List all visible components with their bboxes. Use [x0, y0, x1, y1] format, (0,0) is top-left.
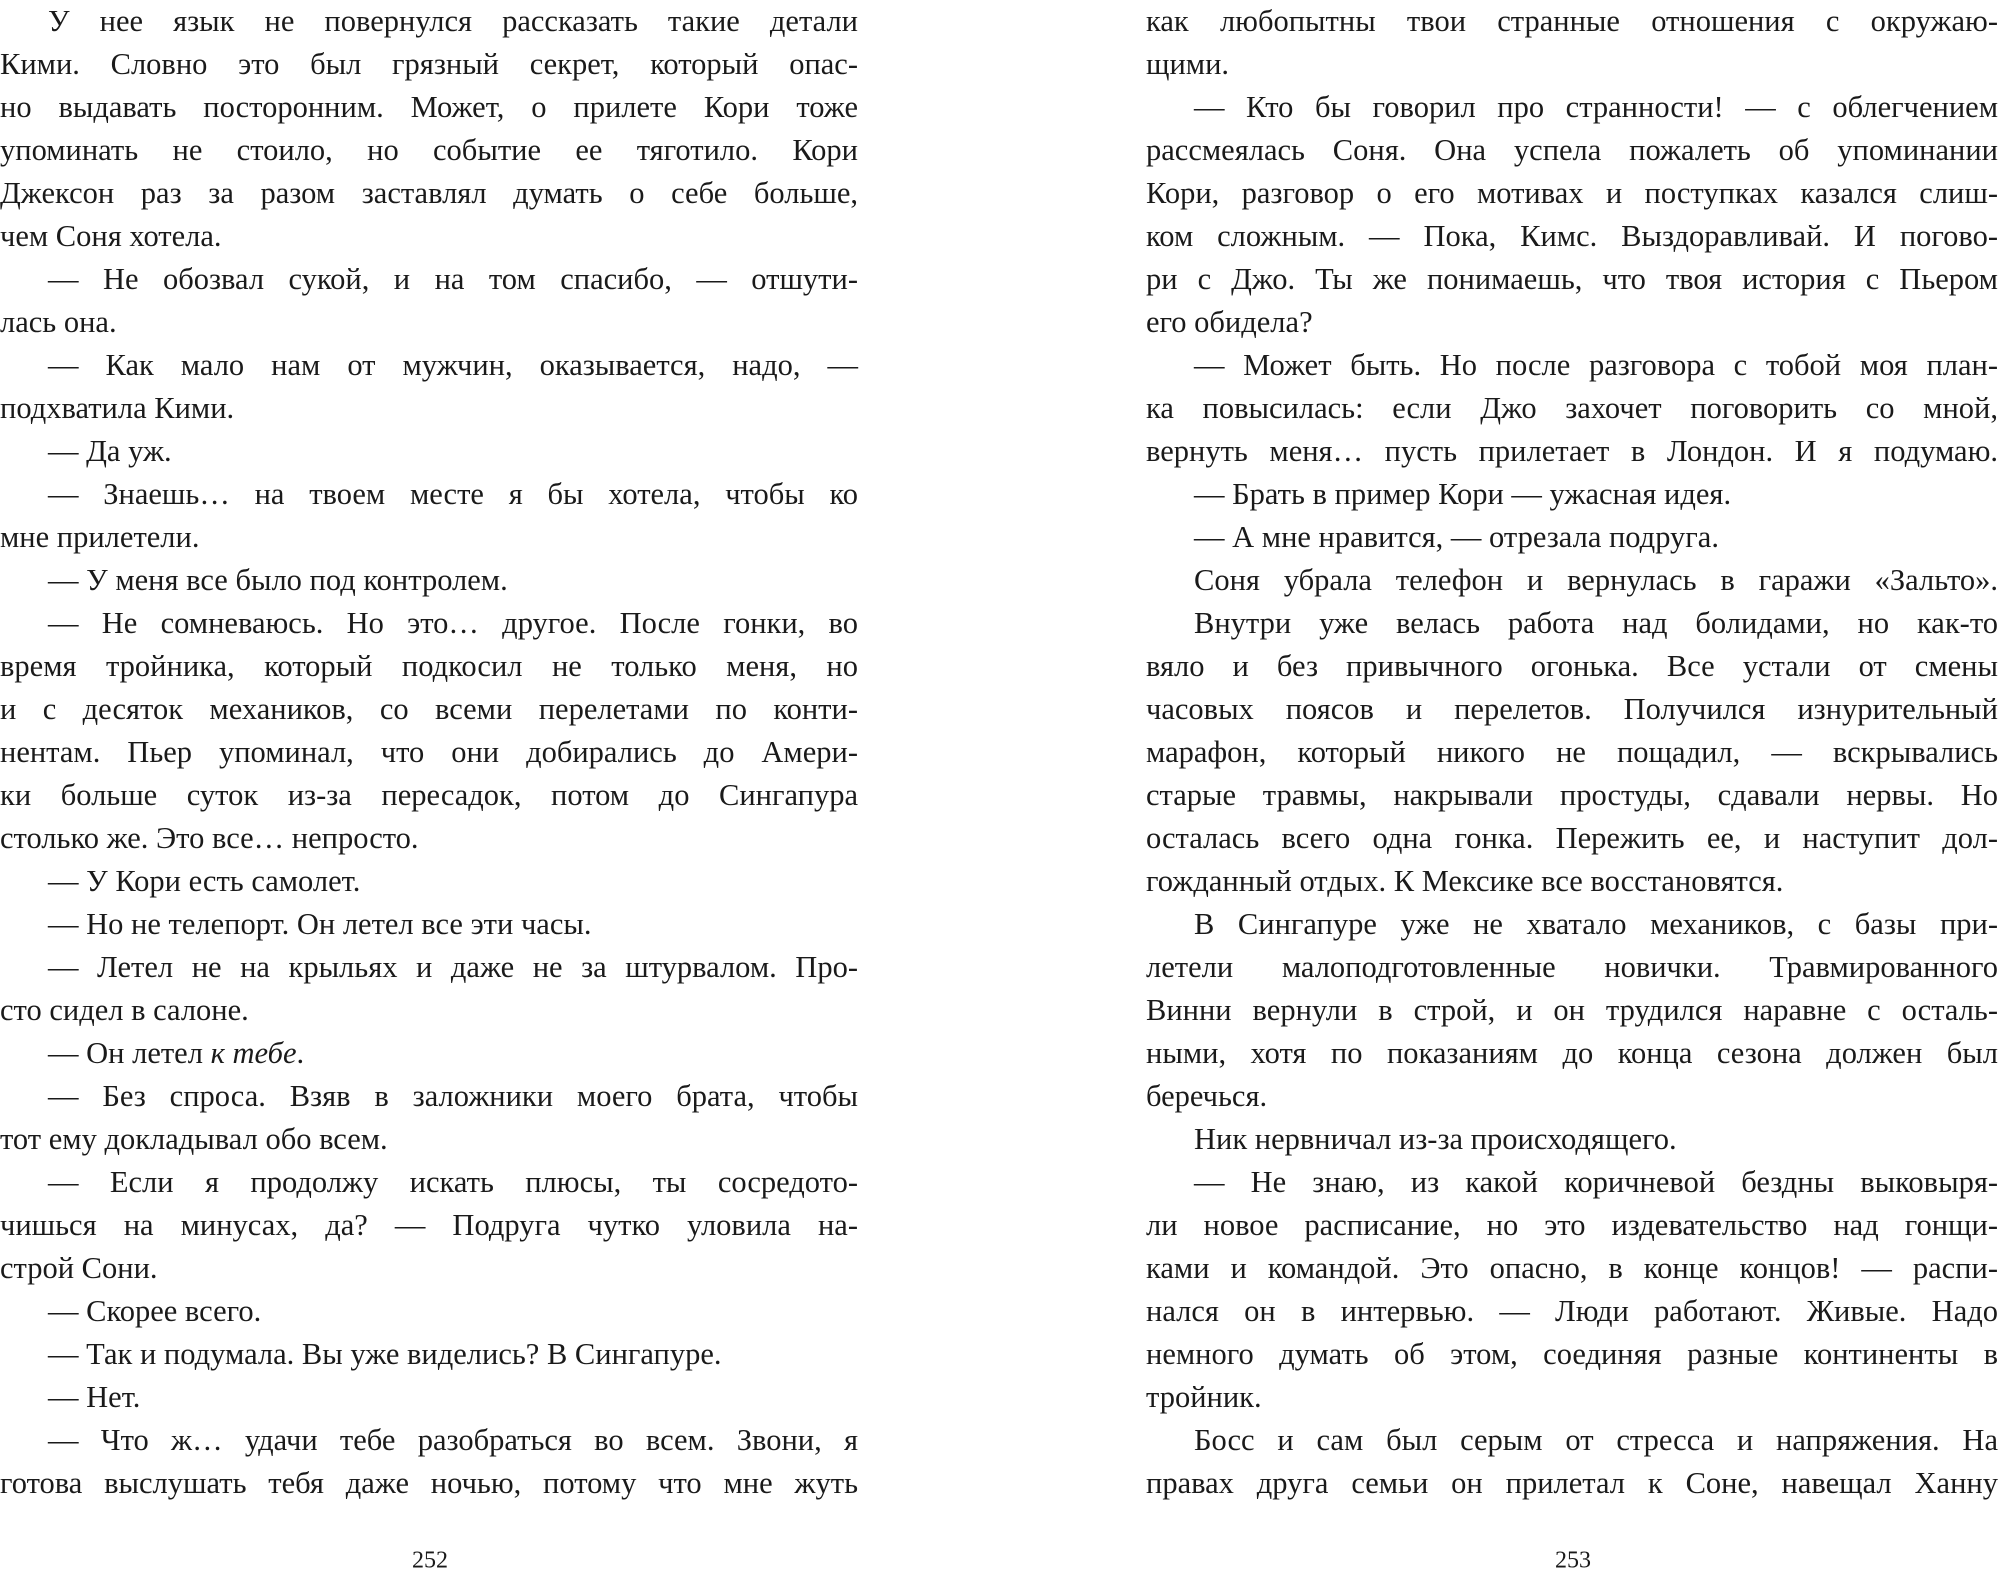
text-line	[1146, 344, 1998, 387]
text-line	[1146, 817, 1998, 860]
text-line-tail: .	[296, 1036, 305, 1070]
text-line-content: часовых поясов и перелетов. Получился изнурительный	[1146, 692, 1998, 726]
text-line-content: немного думать об этом, соединяя разные континенты в	[1146, 1337, 1998, 1371]
text-line	[0, 602, 858, 645]
text-line	[1146, 301, 1998, 344]
text-line	[0, 1032, 858, 1075]
text-line-content: — Что ж… удачи тебе разобраться во всем. Звони, я	[48, 1423, 858, 1457]
text-line-content: ками и командой. Это опасно, в конце концов! — распи-	[1146, 1251, 1998, 1285]
text-line	[0, 430, 858, 473]
text-line	[1146, 688, 1998, 731]
text-line-content: — Как мало нам от мужчин, оказывается, надо, —	[48, 348, 858, 382]
text-line-content: вяло и без привычного огонька. Все устали от смены	[1146, 649, 1998, 683]
text-line	[1146, 903, 1998, 946]
text-line-content: — Кто бы говорил про странности! — с облегчением	[1194, 90, 1998, 124]
text-line	[0, 43, 858, 86]
text-line	[0, 860, 858, 903]
text-line-content: его обидела?	[1146, 305, 1313, 339]
text-line-content: ком сложным. — Пока, Кимс. Выздоравливай. И погово-	[1146, 219, 1998, 253]
text-line-content: время тройника, который подкосил не только меня, но	[0, 649, 858, 683]
text-line	[0, 1247, 858, 1290]
text-line	[1146, 86, 1998, 129]
text-line	[1146, 774, 1998, 817]
left-page-text	[0, 0, 858, 1505]
text-line	[0, 473, 858, 516]
text-line-content: — Если я продолжу искать плюсы, ты сосредото-	[48, 1165, 858, 1199]
text-line	[0, 1462, 858, 1505]
text-line-content: Винни вернули в строй, и он трудился наравне с осталь-	[1146, 993, 1998, 1027]
text-line	[1146, 645, 1998, 688]
text-line-content: старые травмы, накрывали простуды, сдавали нервы. Но	[1146, 778, 1998, 812]
text-line	[1146, 1462, 1998, 1505]
text-line	[0, 1118, 858, 1161]
text-line-content: но выдавать посторонним. Может, о прилете Кори тоже	[0, 90, 858, 124]
text-line-content: ка повысилась: если Джо захочет поговорить со мной,	[1146, 391, 1998, 425]
text-line	[0, 1290, 858, 1333]
text-line-content: — Но не телепорт. Он летел все эти часы.	[48, 907, 592, 941]
text-line	[0, 344, 858, 387]
text-line	[0, 1075, 858, 1118]
text-line-content: Джексон раз за разом заставлял думать о себе больше,	[0, 176, 858, 210]
text-line-content: строй Сони.	[0, 1251, 158, 1285]
text-line-content: Кори, разговор о его мотивах и поступках казался слиш-	[1146, 176, 1998, 210]
text-line-content: тройник.	[1146, 1380, 1262, 1414]
text-line-content: — Да уж.	[48, 434, 172, 468]
text-line-content: Кими. Словно это был грязный секрет, который опас-	[0, 47, 858, 81]
text-line-content: — У Кори есть самолет.	[48, 864, 361, 898]
text-line	[1146, 946, 1998, 989]
text-line	[1146, 1290, 1998, 1333]
text-line-content: ными, хотя по показаниям до конца сезона должен был	[1146, 1036, 1998, 1070]
text-line	[0, 688, 858, 731]
text-line	[1146, 129, 1998, 172]
text-line	[0, 172, 858, 215]
text-line	[0, 1161, 858, 1204]
text-line	[1146, 1419, 1998, 1462]
text-line-content: — Не сомневаюсь. Но это… другое. После гонки, во	[48, 606, 858, 640]
text-line	[1146, 387, 1998, 430]
text-line	[1146, 215, 1998, 258]
text-line-content: Соня убрала телефон и вернулась в гаражи «Зальто».	[1194, 563, 1998, 597]
text-line-content: — Не знаю, из какой коричневой бездны выковыря-	[1194, 1165, 1998, 1199]
text-line-content: — У меня все было под контролем.	[48, 563, 508, 597]
text-line	[0, 1376, 858, 1419]
text-line-content: У нее язык не повернулся рассказать такие детали	[48, 4, 858, 38]
text-line-content: — Может быть. Но после разговора с тобой моя план-	[1194, 348, 1998, 382]
text-line-content: — Знаешь… на твоем месте я бы хотела, чтобы ко	[48, 477, 858, 511]
text-line-content: — Летел не на крыльях и даже не за штурвалом. Про-	[48, 950, 858, 984]
text-line-content: сто сидел в салоне.	[0, 993, 249, 1027]
text-line-content: гожданный отдых. К Мексике все восстановятся.	[1146, 864, 1784, 898]
text-line-content: В Сингапуре уже не хватало механиков, с базы при-	[1194, 907, 1998, 941]
text-line	[1146, 172, 1998, 215]
text-line	[1146, 1247, 1998, 1290]
text-line-content: — Брать в пример Кори — ужасная идея.	[1194, 477, 1732, 511]
text-line	[1146, 1118, 1998, 1161]
text-line	[0, 0, 858, 43]
text-line	[0, 1204, 858, 1247]
text-line	[0, 258, 858, 301]
right-page-number: 253	[1555, 1547, 1591, 1574]
text-line-content: ки больше суток из-за пересадок, потом до Сингапура	[0, 778, 858, 812]
text-line-content: — А мне нравится, — отрезала подруга.	[1194, 520, 1719, 554]
text-line	[1146, 473, 1998, 516]
text-line	[0, 989, 858, 1032]
text-line-content: столько же. Это все… непросто.	[0, 821, 419, 855]
text-line-content: готова выслушать тебя даже ночью, потому что мне жуть	[0, 1466, 858, 1500]
text-line-content: Босс и сам был серым от стресса и напряжения. На	[1194, 1423, 1998, 1457]
text-line-content: правах друга семьи он прилетал к Соне, навещал Ханну	[1146, 1466, 1998, 1500]
text-line	[0, 387, 858, 430]
text-line	[0, 129, 858, 172]
text-line	[1146, 731, 1998, 774]
text-line-content: Ник нервничал из-за происходящего.	[1194, 1122, 1677, 1156]
text-line-content: и с десяток механиков, со всеми перелетами по конти-	[0, 692, 858, 726]
text-line	[1146, 602, 1998, 645]
text-line	[1146, 1161, 1998, 1204]
text-line-content: Внутри уже велась работа над болидами, но как-то	[1194, 606, 1998, 640]
text-line-content: рассмеялась Соня. Она успела пожалеть об упоминании	[1146, 133, 1998, 167]
right-page	[1146, 0, 2000, 1579]
text-line-content: вернуть меня… пусть прилетает в Лондон. И я подумаю.	[1146, 434, 1998, 468]
text-line	[1146, 1204, 1998, 1247]
text-line-content: — Скорее всего.	[48, 1294, 262, 1328]
left-page	[0, 0, 860, 1579]
text-line	[0, 1333, 858, 1376]
text-line	[0, 1419, 858, 1462]
text-line	[1146, 258, 1998, 301]
text-line	[1146, 1376, 1998, 1419]
text-line	[0, 301, 858, 344]
text-line	[0, 516, 858, 559]
text-line-content: летели малоподготовленные новички. Травмированного	[1146, 950, 1998, 984]
text-line	[0, 86, 858, 129]
text-line-content: тот ему докладывал обо всем.	[0, 1122, 388, 1156]
text-line	[1146, 1333, 1998, 1376]
text-line	[1146, 860, 1998, 903]
text-line	[1146, 0, 1998, 43]
text-line-content: — Так и подумала. Вы уже виделись? В Сингапуре.	[48, 1337, 722, 1371]
text-line-content: нентам. Пьер упоминал, что они добирались до Амери-	[0, 735, 858, 769]
text-line-content: щими.	[1146, 47, 1230, 81]
text-line-content: беречься.	[1146, 1079, 1268, 1113]
text-line-content: осталась всего одна гонка. Пережить ее, и наступит дол-	[1146, 821, 1998, 855]
text-line-content: чишься на минусах, да? — Подруга чутко уловила на-	[0, 1208, 858, 1242]
text-line-content: лась она.	[0, 305, 117, 339]
text-line-content: ри с Джо. Ты же понимаешь, что твоя история с Пьером	[1146, 262, 1998, 296]
text-line	[0, 774, 858, 817]
text-line	[1146, 516, 1998, 559]
text-line-content: чем Соня хотела.	[0, 219, 222, 253]
text-line	[1146, 1075, 1998, 1118]
text-line-content: — Не обозвал сукой, и на том спасибо, — отшути-	[48, 262, 858, 296]
text-line	[0, 903, 858, 946]
text-line-content: нался он в интервью. — Люди работают. Живые. Надо	[1146, 1294, 1998, 1328]
text-line-content: — Нет.	[48, 1380, 141, 1414]
text-line-content: как любопытны твои странные отношения с окружаю-	[1146, 4, 1998, 38]
text-line	[1146, 559, 1998, 602]
text-line-content: ли новое расписание, но это издевательство над гонщи-	[1146, 1208, 1998, 1242]
text-line	[1146, 43, 1998, 86]
text-line	[1146, 430, 1998, 473]
text-line	[1146, 989, 1998, 1032]
left-page-number: 252	[412, 1547, 448, 1574]
text-line-content: марафон, который никого не пощадил, — вскрывались	[1146, 735, 1998, 769]
text-line	[0, 645, 858, 688]
text-line-content: — Он летел	[48, 1036, 211, 1070]
text-line-content: — Без спроса. Взяв в заложники моего брата, чтобы	[48, 1079, 858, 1113]
text-line	[0, 215, 858, 258]
text-line	[0, 946, 858, 989]
emphasized-text: к тебе	[210, 1036, 297, 1070]
text-line-content: упоминать не стоило, но событие ее тяготило. Кори	[0, 133, 858, 167]
right-page-text	[1146, 0, 1998, 1505]
text-line	[0, 817, 858, 860]
text-line-content: мне прилетели.	[0, 520, 200, 554]
text-line	[0, 731, 858, 774]
text-line-content: подхватила Кими.	[0, 391, 235, 425]
text-line	[1146, 1032, 1998, 1075]
text-line	[0, 559, 858, 602]
